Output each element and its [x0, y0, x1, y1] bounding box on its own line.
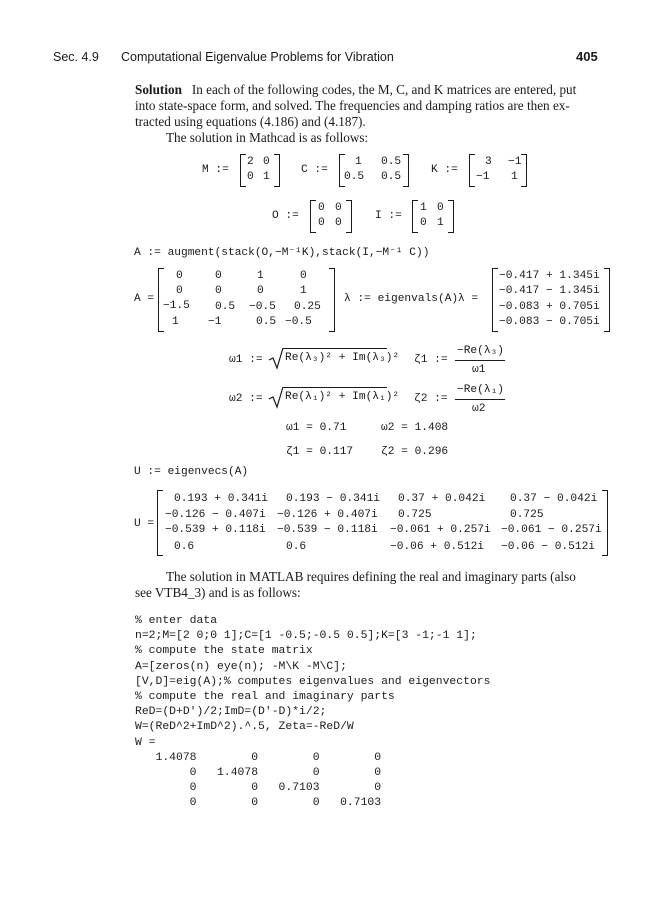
u-definition: U := eigenvecs(A) [134, 466, 249, 478]
matrix-cell: 1 [263, 171, 270, 183]
code-line: 0 1.4078 0 0 [135, 766, 382, 779]
matrix-cell: 0.5 [344, 171, 365, 183]
zeta1-fraction-bar [455, 360, 505, 361]
c-matrix [339, 154, 409, 188]
matrix-cell: 0.37 − 0.042i [510, 493, 598, 505]
u-label: U = [134, 518, 155, 530]
a-label: A = [134, 293, 155, 305]
a-matrix [158, 268, 335, 332]
matrix-cell: −1.5 [163, 300, 190, 312]
omega1-lhs: ω1 := [229, 354, 263, 366]
matrix-cell: −0.539 + 0.118i [165, 524, 266, 536]
u-matrix [157, 490, 608, 556]
matrix-cell: 0 [176, 285, 183, 297]
o-matrix [310, 200, 352, 234]
i-label: I := [375, 210, 402, 222]
vector-cell: −0.417 + 1.345i [499, 270, 600, 282]
m-matrix [240, 154, 280, 188]
matrix-cell: −1 [476, 171, 490, 183]
matrix-cell: 1 [355, 156, 362, 168]
matrix-cell: 0.6 [174, 541, 195, 553]
c-label: C := [301, 164, 328, 176]
matrix-cell: 0.725 [398, 509, 432, 521]
section-number: Sec. 4.9 [53, 50, 99, 64]
code-line: A=[zeros(n) eye(n); -M\K -M\C]; [135, 660, 347, 673]
lambda-definition: λ := eigenvals(A) [344, 293, 459, 305]
page-number: 405 [576, 49, 598, 64]
matrix-cell: −1 [208, 316, 222, 328]
matrix-cell: 0.725 [510, 509, 544, 521]
matrix-cell: −0.061 + 0.257i [390, 524, 491, 536]
sqrt-sign-2 [268, 385, 284, 409]
matrix-cell: −0.06 − 0.512i [501, 541, 595, 553]
zeta1-result: ζ1 = 0.117 [286, 446, 354, 458]
running-title: Computational Eigenvalue Problems for Vibration [121, 50, 394, 64]
zeta1-numerator: −Re(λ₃) [457, 345, 504, 357]
omega2-rhs: Re(λ₁)² + Im(λ₁)² [285, 391, 400, 403]
zeta2-fraction-bar [455, 399, 505, 400]
zeta1-denominator: ω1 [472, 364, 486, 376]
zeta1-lhs: ζ1 := [414, 354, 448, 366]
matlab-code-listing [135, 614, 490, 811]
matrix-cell: 0 [263, 156, 270, 168]
code-line: W = [135, 736, 156, 749]
lambda-vector [492, 268, 610, 332]
matrix-cell: 1 [420, 202, 427, 214]
vector-cell: −0.417 − 1.345i [499, 285, 600, 297]
matrix-cell: 1 [437, 217, 444, 229]
omega1-rhs: Re(λ₃)² + Im(λ₃)² [285, 352, 400, 364]
code-line: W=(ReD^2+ImD^2).^.5, Zeta=-ReD/W [135, 721, 354, 734]
matrix-cell: 0.5 [256, 316, 277, 328]
matrix-cell: 0 [318, 202, 325, 214]
sqrt-bar-2 [283, 387, 387, 388]
code-line: [V,D]=eig(A);% computes eigenvalues and eigenvectors [135, 675, 491, 688]
intro-line-4: The solution in Mathcad is as follows: [166, 130, 369, 145]
intro-line-2: into state-space form, and solved. The frequencies and damping ratios are then ex- [135, 98, 570, 113]
zeta2-lhs: ζ2 := [414, 393, 448, 405]
matrix-cell: 0.5 [381, 171, 402, 183]
matrix-cell: −0.5 [249, 301, 276, 313]
matrix-cell: 0.37 + 0.042i [398, 493, 486, 505]
matrix-cell: 1 [511, 171, 518, 183]
code-line: 0 0 0 0.7103 [135, 797, 382, 810]
matrix-cell: 0 [300, 270, 307, 282]
omega1-result: ω1 = 0.71 [286, 422, 347, 434]
matrix-cell: 2 [247, 156, 254, 168]
code-line: % enter data [135, 615, 218, 627]
code-line: 0 0 0.7103 0 [135, 782, 382, 795]
sqrt-sign-1 [268, 346, 284, 370]
matrix-cell: −0.06 + 0.512i [390, 541, 484, 553]
sqrt-bar-1 [283, 348, 387, 349]
vector-cell: −0.083 − 0.705i [499, 316, 600, 328]
matrix-cell: −0.126 − 0.407i [165, 509, 266, 521]
matrix-cell: 0.25 [294, 301, 321, 313]
o-label: O := [272, 210, 299, 222]
vector-cell: −0.083 + 0.705i [499, 301, 600, 313]
matrix-cell: 0 [176, 270, 183, 282]
matrix-cell: 0 [420, 217, 427, 229]
code-line: % compute the real and imaginary parts [135, 690, 395, 703]
matrix-cell: 0 [215, 270, 222, 282]
code-line: % compute the state matrix [135, 645, 313, 658]
k-label: K := [431, 164, 458, 176]
matrix-cell: 1 [300, 285, 307, 297]
matrix-cell: 0 [247, 171, 254, 183]
matrix-cell: −1 [508, 156, 522, 168]
k-matrix [469, 154, 527, 188]
i-matrix [412, 200, 454, 234]
matrix-cell: −0.126 + 0.407i [277, 509, 378, 521]
matrix-cell: 3 [485, 156, 492, 168]
code-line: ReD=(D+D')/2;ImD=(D'-D)*i/2; [135, 706, 327, 719]
matrix-cell: 0.5 [215, 301, 236, 313]
matrix-cell: 0.193 − 0.341i [286, 493, 380, 505]
omega2-result: ω2 = 1.408 [381, 422, 449, 434]
matrix-cell: 0.193 + 0.341i [174, 493, 268, 505]
solution-label: Solution [135, 82, 182, 97]
m-label: M := [202, 164, 229, 176]
matrix-cell: 0 [215, 285, 222, 297]
matrix-cell: −0.5 [285, 316, 312, 328]
matlab-intro-line-2: see VTB4_3) and is as follows: [135, 585, 301, 600]
a-definition: A := augment(stack(O,−M⁻¹K),stack(I,−M⁻¹ C)) [134, 247, 430, 259]
zeta2-numerator: −Re(λ₁) [457, 384, 504, 396]
matrix-cell: −0.539 − 0.118i [277, 524, 378, 536]
intro-text-1: In each of the following codes, the M, C, and K matrices are entered, put [191, 82, 577, 97]
zeta2-result: ζ2 = 0.296 [381, 446, 449, 458]
zeta2-denominator: ω2 [472, 403, 486, 415]
intro-line-3: tracted using equations (4.186) and (4.187). [135, 114, 366, 129]
matrix-cell: −0.061 − 0.257i [501, 524, 602, 536]
matrix-cell: 0 [318, 217, 325, 229]
code-line: n=2;M=[2 0;0 1];C=[1 -0.5;-0.5 0.5];K=[3 -1;-1 1]; [135, 630, 477, 643]
matrix-cell: 0 [437, 202, 444, 214]
matrix-cell: 1 [257, 270, 264, 282]
matrix-cell: 0 [257, 285, 264, 297]
lambda-label: λ = [458, 293, 479, 305]
omega2-lhs: ω2 := [229, 393, 263, 405]
matrix-cell: 1 [172, 316, 179, 328]
matrix-cell: 0 [335, 202, 342, 214]
code-line: 1.4078 0 0 0 [135, 751, 382, 764]
matrix-cell: 0 [335, 217, 342, 229]
intro-line-1 [135, 82, 576, 98]
matrix-cell: 0.6 [286, 541, 307, 553]
matrix-cell: 0.5 [381, 156, 402, 168]
matlab-intro-line-1: The solution in MATLAB requires defining the real and imaginary parts (also [166, 569, 576, 584]
